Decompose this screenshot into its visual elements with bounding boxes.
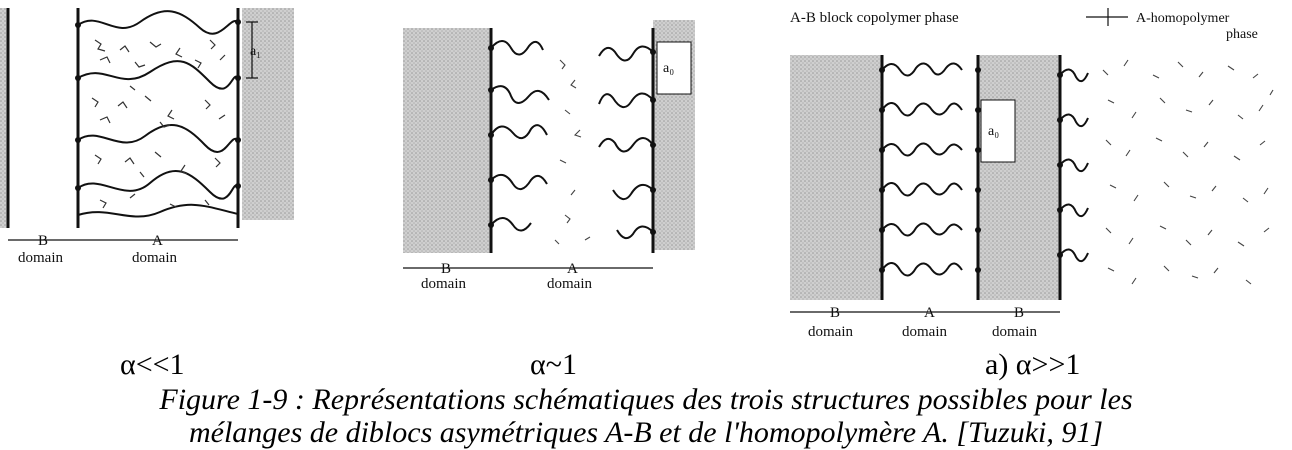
figure-caption-line-2: mélanges de diblocs asymétriques A-B et de l'homopolymère A. [Tuzuki, 91] <box>188 416 1104 449</box>
phase-header-right: A-homopolymer <box>1136 11 1230 26</box>
spacing-label: a₀ <box>988 124 1000 139</box>
spacing-label: a₁ <box>250 44 262 59</box>
phase-header-left: A-B block copolymer phase <box>790 10 959 26</box>
domain-word: domain <box>902 324 947 340</box>
chain-path <box>78 171 238 199</box>
domain-letter: B <box>1014 305 1025 321</box>
homopolymer-squiggles <box>555 60 590 244</box>
spacing-label: a₀ <box>663 61 675 76</box>
panel-alpha-much-greater-1 <box>788 0 1288 345</box>
chain-path <box>78 61 238 89</box>
domain-word: domain <box>992 324 1037 340</box>
domain-word: domain <box>132 250 177 266</box>
domain-letter: B <box>830 305 841 321</box>
domain-word: domain <box>547 276 592 290</box>
homopolymer-squiggles <box>92 40 225 208</box>
domain-letter: B <box>38 233 49 249</box>
panel-alpha-much-less-1 <box>0 0 300 275</box>
domain-letter: B <box>441 261 452 277</box>
alpha-label: a) α>>1 <box>985 348 1081 381</box>
b-domain-fill <box>978 55 1060 300</box>
panel-alpha-approx-1 <box>395 0 700 290</box>
domain-word: domain <box>18 250 63 266</box>
domain-word: domain <box>421 276 466 290</box>
chain-path <box>78 11 238 34</box>
homopolymer-squiggles <box>1103 60 1273 284</box>
panel-1-diagram <box>0 0 300 275</box>
domain-letter: A <box>567 261 578 277</box>
phase-header-right-2: phase <box>1226 27 1258 42</box>
domain-letter: A <box>152 233 163 249</box>
panel-3-diagram <box>788 0 1288 345</box>
domain-letter: A <box>924 305 935 321</box>
junction-points <box>488 45 656 235</box>
brush-chains <box>491 41 653 238</box>
b-domain-fill <box>790 55 882 300</box>
chain-path <box>78 125 238 152</box>
domain-word: domain <box>808 324 853 340</box>
b-domain-fill <box>403 28 491 253</box>
alpha-label: α~1 <box>530 348 577 381</box>
chain-path <box>78 205 238 217</box>
figure-caption-line-1: Figure 1-9 : Représentations schématiques des trois structures possibles pour les <box>159 383 1133 416</box>
panel-2-diagram <box>395 0 700 290</box>
b-domain-fill <box>242 8 294 220</box>
alpha-label: α<<1 <box>120 348 185 381</box>
